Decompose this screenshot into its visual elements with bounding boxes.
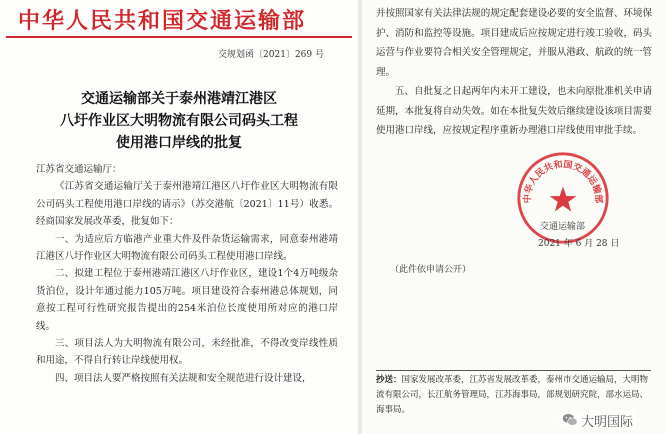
title-line-3: 使用港口岸线的批复 bbox=[116, 135, 242, 151]
wechat-icon bbox=[562, 412, 578, 428]
right-page bbox=[362, 0, 665, 434]
ministry-header: 中华人民共和国交通运输部 bbox=[18, 9, 307, 34]
signature-authority: 交通运输部 bbox=[540, 222, 586, 232]
paragraph-item-3: 三、项目法人为大明物流有限公司，未经批准，不得改变岸线性质和用途，不得自行转让岸线使用权。 bbox=[36, 338, 338, 367]
paragraph-request: 《江苏省交通运输厅关于泰州港靖江港区八圩作业区大明物流有限公司码头工程使用港口岸线的请示》（苏交港航〔2021〕11号）收悉。经商国家发展改革委，批复如下： bbox=[36, 181, 338, 228]
paragraph-item-4-cont: 并按照国家有关法律法规的规定配套建设必要的安全监督、环境保护、消防和监控等设施。项目建成后应按规定进行竣工验收，码头运营与作业要符合相关安全管理规定，并服从港政、航政的统一管理。 bbox=[376, 8, 652, 78]
disclosure-note: （此件依申请公开） bbox=[390, 265, 472, 275]
cc-recipients: 国家发展改革委，江苏省发展改革委，泰州市交通运输局，大明物流有限公司，长江航务管理局，江苏海事局，部规划研究院，部水运局、海事局。 bbox=[376, 375, 649, 415]
paragraph-item-5: 五、自批复之日起两年内未开工建设，也未向原批准机关申请延期，本批复将自动失效。如在本批复失效后继续建设该项目需要使用港口岸线，应按规定程序重新办理港口岸线使用审批手续。 bbox=[376, 86, 652, 136]
title-line-1: 交通运输部关于泰州港靖江港区 bbox=[81, 91, 277, 107]
signature-date: 2021 年 6 月 28 日 bbox=[538, 239, 620, 249]
document-title bbox=[0, 88, 358, 154]
salutation: 江苏省交通运输厅： bbox=[36, 164, 122, 175]
watermark bbox=[559, 410, 636, 430]
right-body bbox=[376, 4, 652, 141]
title-line-2: 八圩作业区大明物流有限公司码头工程 bbox=[60, 113, 298, 129]
watermark-text: 大明国际 bbox=[581, 414, 634, 430]
paragraph-item-1: 一、为适应后方临港产业重大件及件杂货运输需求，同意泰州港靖江港区八圩作业区大明物流有限公司码头工程使用港口岸线。 bbox=[36, 233, 338, 263]
cc-divider bbox=[376, 370, 651, 371]
paragraph-item-2: 二、拟建工程位于泰州港靖江港区八圩作业区，建设1个4万吨级杂货泊位，设计年通过能力105万吨。项目建设符合泰州港总体规划，同意按工程可行性研究报告提出的254米泊位长度使用所对应的港口岸线。 bbox=[36, 268, 338, 332]
document-number: 交规划函〔2021〕269 号 bbox=[218, 50, 324, 60]
cc-label: 抄送： bbox=[376, 375, 402, 385]
left-body bbox=[36, 161, 338, 387]
paragraph-item-4: 四、项目法人要严格按照有关法规和安全规范进行设计建设， bbox=[55, 372, 312, 384]
svg-text:中华人民共和国交通运输部: 中华人民共和国交通运输部 bbox=[523, 160, 603, 204]
red-header-rule bbox=[6, 36, 352, 38]
